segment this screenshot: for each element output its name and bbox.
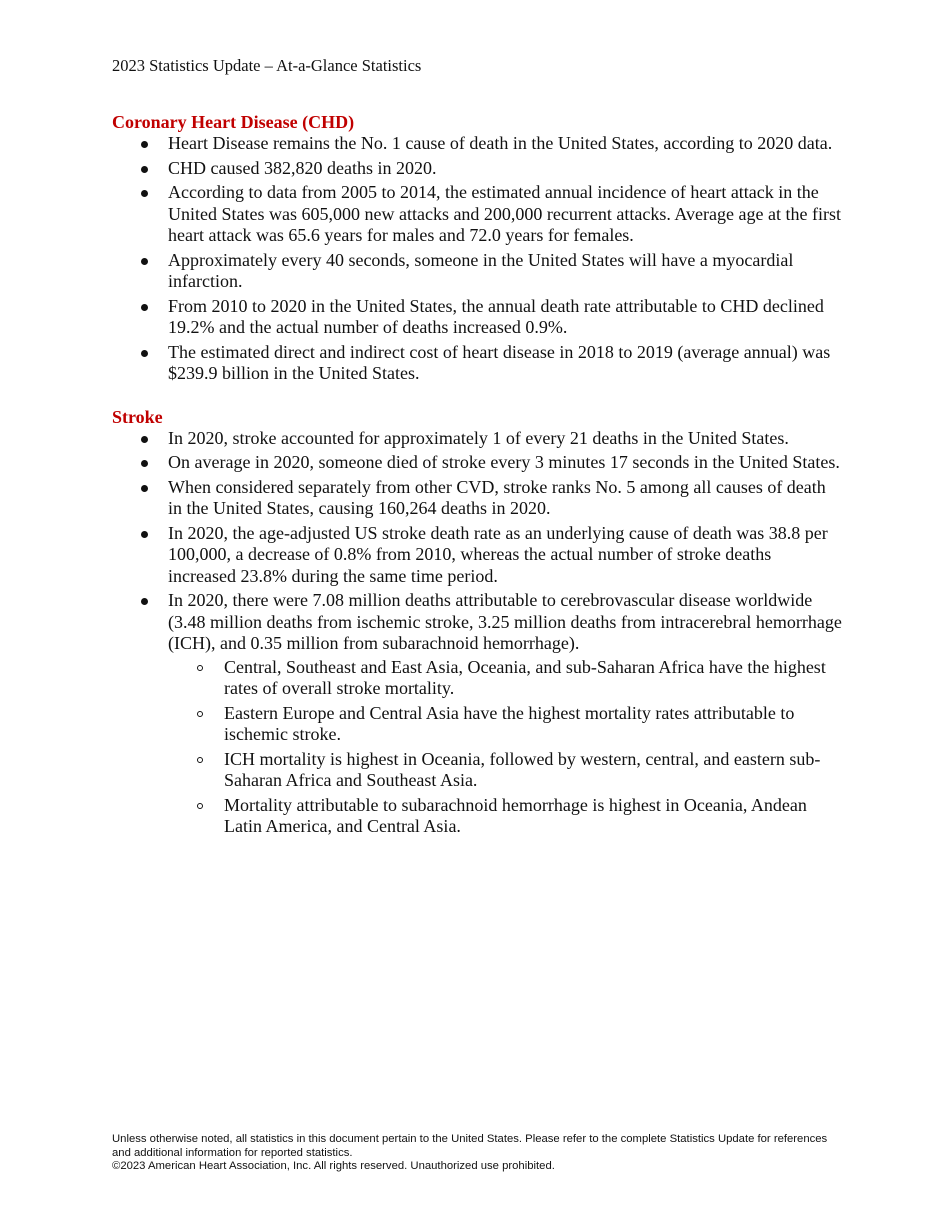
bullet-icon bbox=[141, 531, 148, 538]
sub-list-item-text: ICH mortality is highest in Oceania, followed by western, central, and eastern sub-Saharan Africa and Southeast Asia. bbox=[224, 748, 821, 790]
page-header: 2023 Statistics Update – At-a-Glance Statistics bbox=[112, 56, 422, 75]
list-item-text: Heart Disease remains the No. 1 cause of death in the United States, according to 2020 data. bbox=[168, 133, 833, 153]
bullet-icon bbox=[141, 166, 148, 173]
sub-list-item bbox=[168, 657, 842, 700]
list-item-text: In 2020, the age-adjusted US stroke death rate as an underlying cause of death was 38.8 per 100,000, a decrease of 0.8% from 2010, whereas the actual number of stroke deaths increased 23.8% during the same time period. bbox=[168, 522, 828, 586]
sub-list-item bbox=[168, 749, 842, 792]
list-item bbox=[112, 523, 842, 588]
list-item-text: According to data from 2005 to 2014, the estimated annual incidence of heart attack in the United States was 605,000 new attacks and 200,000 recurrent attacks. Average age at the first heart attack was 65.6 years for males and 72.0 years for females. bbox=[168, 182, 841, 245]
circle-bullet-icon bbox=[197, 757, 203, 763]
list-item-text: In 2020, there were 7.08 million deaths attributable to cerebrovascular disease worldwide (3.48 million deaths from ischemic stroke, 3.25 million deaths from intracerebral hemorrhage (ICH), and 0.35 million from subarachnoid hemorrhage). bbox=[168, 590, 842, 653]
bullet-icon bbox=[141, 598, 148, 605]
stroke-sub-list bbox=[168, 657, 842, 838]
list-item bbox=[112, 342, 842, 385]
chd-bullet-list bbox=[112, 133, 842, 385]
stroke-bullet-list bbox=[112, 428, 842, 838]
chd-section bbox=[112, 111, 842, 385]
bullet-icon bbox=[141, 304, 148, 311]
circle-bullet-icon bbox=[197, 803, 203, 809]
bullet-icon bbox=[141, 258, 148, 265]
list-item bbox=[112, 428, 842, 450]
sub-list-item-text: Mortality attributable to subarachnoid hemorrhage is highest in Oceania, Andean Latin America, and Central Asia. bbox=[224, 794, 807, 836]
sub-list-item bbox=[168, 703, 842, 746]
stroke-section bbox=[112, 406, 842, 838]
document-body bbox=[112, 111, 842, 838]
bullet-icon bbox=[141, 460, 148, 467]
list-item bbox=[112, 250, 842, 293]
list-item bbox=[112, 296, 842, 339]
list-item bbox=[112, 590, 842, 838]
stroke-heading: Stroke bbox=[112, 406, 163, 427]
list-item bbox=[112, 452, 842, 474]
list-item bbox=[112, 477, 842, 520]
list-item bbox=[112, 133, 842, 155]
circle-bullet-icon bbox=[197, 711, 203, 717]
list-item-text: When considered separately from other CVD, stroke ranks No. 5 among all causes of death in the United States, causing 160,264 deaths in 2020. bbox=[168, 476, 826, 518]
list-item-text: The estimated direct and indirect cost of heart disease in 2018 to 2019 (average annual) was $239.9 billion in the United States. bbox=[168, 341, 831, 383]
list-item-text: On average in 2020, someone died of stroke every 3 minutes 17 seconds in the United States. bbox=[168, 452, 840, 472]
bullet-icon bbox=[141, 350, 148, 357]
bullet-icon bbox=[141, 141, 148, 148]
footer-note: Unless otherwise noted, all statistics in this document pertain to the United States. Please refer to the complete Statistics Update for references and additional information for reported statistics. bbox=[112, 1133, 828, 1159]
list-item-text: CHD caused 382,820 deaths in 2020. bbox=[168, 157, 437, 178]
footer-copyright: ©2023 American Heart Association, Inc. All rights reserved. Unauthorized use prohibited. bbox=[112, 1160, 555, 1173]
list-item-text: Approximately every 40 seconds, someone in the United States will have a myocardial infarction. bbox=[168, 249, 794, 291]
bullet-icon bbox=[141, 436, 148, 443]
list-item bbox=[112, 158, 842, 180]
circle-bullet-icon bbox=[197, 665, 203, 671]
list-item bbox=[112, 182, 842, 247]
bullet-icon bbox=[141, 190, 148, 197]
page-footer bbox=[112, 1133, 832, 1174]
sub-list-item-text: Central, Southeast and East Asia, Oceania, and sub-Saharan Africa have the highest rates of overall stroke mortality. bbox=[224, 656, 826, 698]
list-item-text: In 2020, stroke accounted for approximately 1 of every 21 deaths in the United States. bbox=[168, 427, 789, 448]
sub-list-item bbox=[168, 795, 842, 838]
chd-heading: Coronary Heart Disease (CHD) bbox=[112, 112, 355, 132]
list-item-text: From 2010 to 2020 in the United States, the annual death rate attributable to CHD declined 19.2% and the actual number of deaths increased 0.9%. bbox=[168, 295, 824, 337]
bullet-icon bbox=[141, 485, 148, 492]
sub-list-item-text: Eastern Europe and Central Asia have the highest mortality rates attributable to ischemic stroke. bbox=[224, 702, 795, 744]
